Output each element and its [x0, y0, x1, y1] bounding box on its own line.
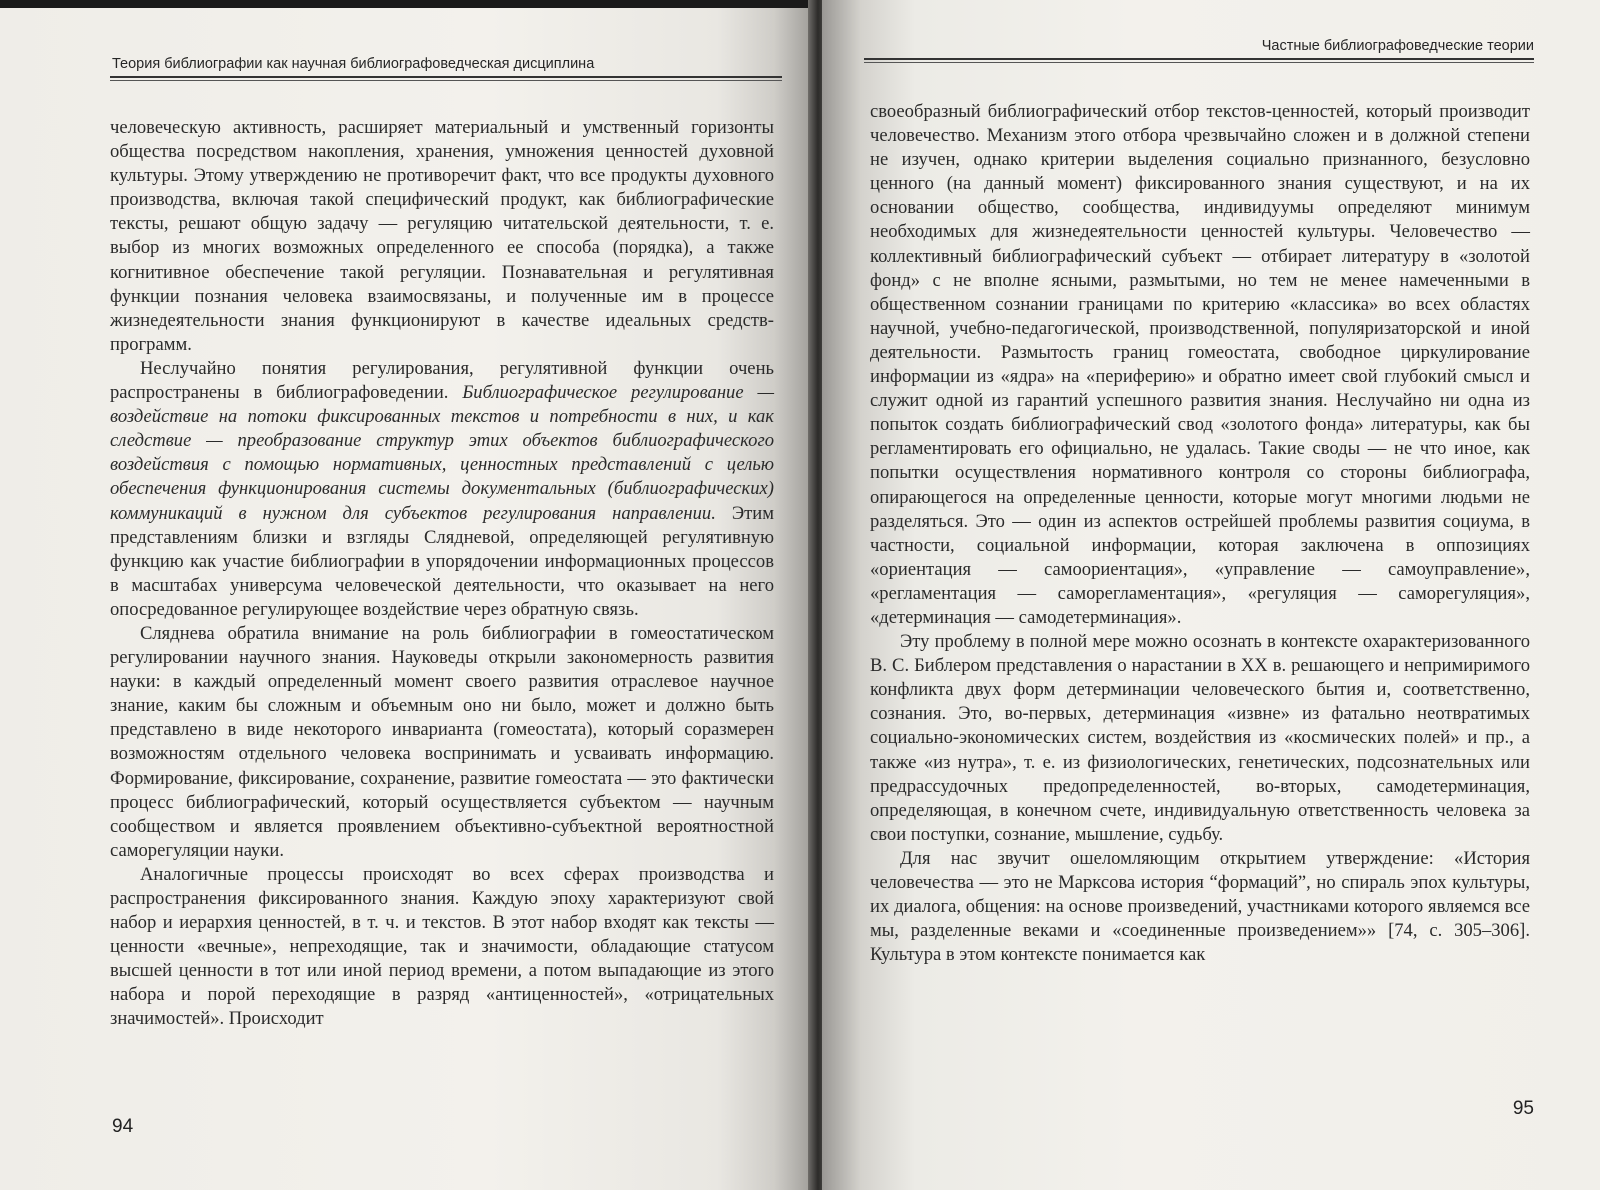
left-body-text — [110, 116, 774, 1032]
paragraph-text: Неслучайно понятия регулирования, регулятивной функции очень распространены в библиографоведении. — [110, 357, 774, 404]
paragraph — [870, 847, 1530, 967]
left-running-head: Теория библиографии как научная библиографоведческая дисциплина — [112, 56, 595, 72]
paragraph-text: Эту проблему в полной мере можно осознать в контексте охарактеризованного В. С. Библером представления о нарастании в XX в. решающего и непримиримого конфликта двух форм детерминации человеческого бытия и, соответственно, сознания. Это, во-первых, детерминация «извне» из фатально неотвратимых социально-экономических систем, воздействия из «космических полей» и пр., а также «из нутра», т. е. из физиологических, генетических, подсознательных или предрассудочных предопределенностей, во-вторых, самодетерминация, определяющая, в конечном счете, индивидуальную ответственность человека за свои поступки, сознание, мышление, судьбу. — [870, 631, 1530, 845]
right-header-rule — [864, 58, 1534, 60]
italic-definition-text: Библиографическое регулирование — воздействие на потоки фиксированных текстов и потребности в них, и как следствие — преобразование структур этих объектов библиографического воздействия с помощью нормативных, ценностных представлений с целью обеспечения функционирования системы документальных (библиографических) коммуникаций в нужном для субъектов регулирования направлении. — [110, 382, 774, 524]
paragraph-text: Для нас звучит ошеломляющим открытием утверждение: «История человечества — это не Марксова история “формаций”, но спираль эпох культуры, их диалога, общения: на основе произведений, участниками которого являемся все мы, разделенные веками и «соединенные произведением»» [74, с. 305–306]. Культура в этом контексте понимается как — [870, 847, 1530, 966]
paragraph-text: Сляднева обратила внимание на роль библиографии в гомеостатическом регулировании научного знания. Науковеды открыли закономерность развития науки: в каждый определенный момент своего развития отраслевое научное знание, каким бы сложным и объемным оно ни было, может и должно быть представлено в виде некоторого инварианта (гомеостата), который соразмерен возможностям отдельного человека воспринимать и усваивать информацию. Формирование, фиксирование, сохранение, развитие гомеостата — это фактически процесс библиографический, который осуществляется субъектом — научным сообществом и является проявлением объективно-субъектной вероятностной саморегуляции науки. — [110, 622, 774, 861]
right-body-text — [870, 100, 1530, 967]
paragraph — [110, 622, 774, 863]
right-running-head: Частные библиографоведческие теории — [1261, 38, 1534, 54]
left-header-rule — [110, 76, 782, 78]
paragraph-text: Этим представлениям близки и взгляды Слядневой, определяющей регулятивную функцию как участие библиографии в упорядочении информационных процессов в масштабах универсума человеческой деятельности, что оказывает на него опосредованное регулирующее воздействие через обратную связь. — [110, 502, 774, 620]
paragraph — [110, 863, 774, 1032]
paragraph — [110, 116, 774, 357]
paragraph — [870, 630, 1530, 847]
paragraph-text: Аналогичные процессы происходят во всех сферах производства и распространения фиксированного знания. Каждую эпоху характеризуют свой набор и иерархия ценностей, в т. ч. и текстов. В этот набор входят как тексты — ценности «вечные», непреходящие, так и значимости, обладающие статусом высшей ценности в тот или иной период времени, а потом выпадающие из этого набора и порой переходящие в разряд «антиценностей», «отрицательных значимостей». Происходит — [110, 863, 774, 1030]
right-page-number: 95 — [1512, 1098, 1534, 1119]
right-page — [822, 0, 1600, 1190]
left-header-rule-thin — [110, 80, 782, 81]
right-header-rule-thin — [864, 62, 1534, 63]
paragraph-text: своеобразный библиографический отбор текстов-ценностей, который производит человечество. Механизм этого отбора чрезвычайно сложен и в должной степени не изучен, однако критерии выделения социально признанного, безусловно ценного (на данный момент) фиксированного знания существуют, и на их основании общество, сообщества, индивидуумы определяют минимум необходимых для жизнедеятельности ценностей культуры. Человечество — коллективный библиографический субъект — отбирает литературу в «золотой фонд» с не вполне ясными, размытыми, но тем не менее намеченными в общественном сознании границами по критерию «классика» во всех областях научной, учебно-педагогической, производственной, популяризаторской и иной деятельности. Размытость границ гомеостата, свободное циркулирование информации из «ядра» на «периферию» и обратно имеет свой глубокий смысл и служит одной из гарантий успешного развития знания. Неслучайно ни одна из попыток создать библиографический свод «золотого фонда» литературы, как бы регламентировать его официально, не удалась. Такие своды — не что иное, как попытки осуществления нормативного контроля со стороны библиографа, опирающегося на определенные ценности, которые могут многими людьми не разделяться. Это — один из аспектов острейшей проблемы развития социума, в частности, социальной информации, которая заключена в оппозициях «ориентация — самоориентация», «управление — самоуправление», «регламентация — саморегламентация», «регуляция — саморегуляция», «детерминация — самодетерминация». — [870, 101, 1530, 628]
paragraph-text: человеческую активность, расширяет материальный и умственный горизонты общества посредством накопления, хранения, умножения ценностей духовной культуры. Этому утверждению не противоречит факт, что все продукты духовного производства, включая такой специфический продукт, как библиографические тексты, решают общую задачу — регуляцию читательской деятельности, т. е. выбор из многих возможных определенного ее способа (порядка), а также когнитивное обеспечение такой регуляции. Познавательная и регулятивная функции познания человека взаимосвязаны, и полученные им в процессе жизнедеятельности знания функционируют в качестве идеальных средств-программ. — [110, 117, 774, 355]
paragraph — [870, 100, 1530, 630]
left-page-number: 94 — [112, 1116, 134, 1137]
paragraph — [110, 357, 774, 622]
